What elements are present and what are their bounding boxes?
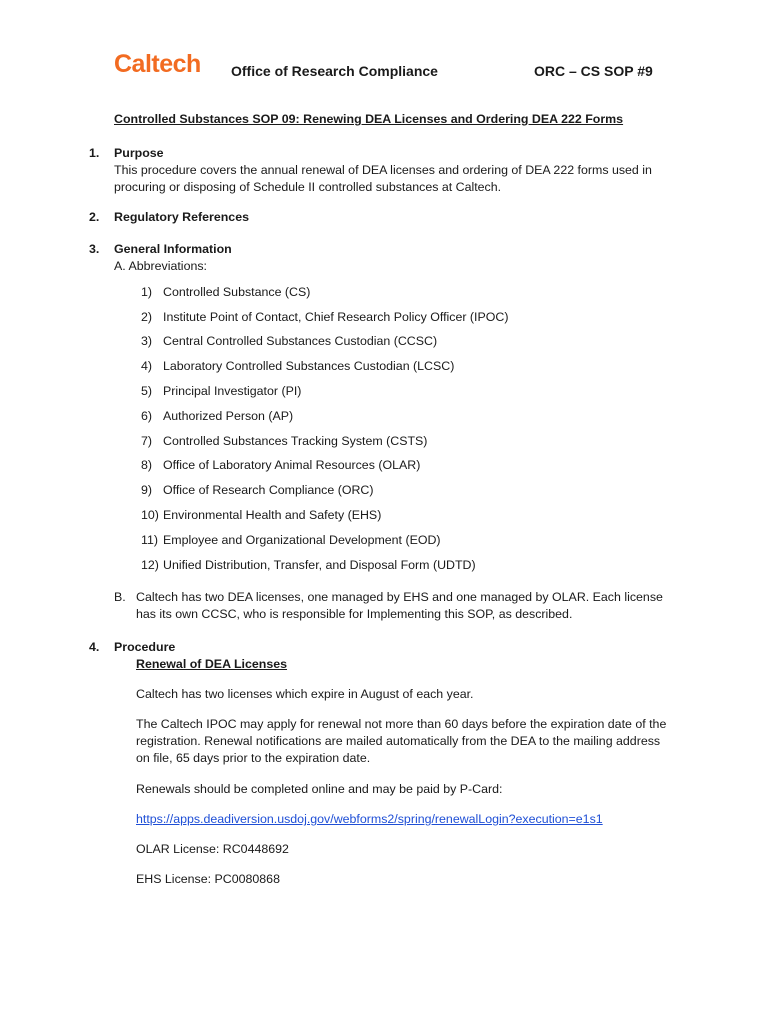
office-name: Office of Research Compliance: [231, 63, 438, 79]
list-item: 10) Environmental Health and Safety (EHS): [141, 508, 382, 522]
abbreviations-label: A. Abbreviations:: [114, 259, 207, 273]
purpose-text: [114, 162, 674, 196]
purpose-line: procuring or disposing of Schedule II controlled substances at Caltech.: [114, 180, 502, 194]
olar-license: OLAR License: RC0448692: [136, 842, 289, 856]
list-item: 1) Controlled Substance (CS): [141, 285, 311, 299]
list-item: 2) Institute Point of Contact, Chief Research Policy Officer (IPOC): [141, 310, 509, 324]
section-number: 1.: [89, 146, 100, 160]
sop-code: ORC – CS SOP #9: [534, 63, 653, 79]
list-item: 3) Central Controlled Substances Custodian (CCSC): [141, 334, 438, 348]
sub-b-label: B.: [114, 590, 126, 604]
list-item: 8) Office of Laboratory Animal Resources (OLAR): [141, 458, 421, 472]
ehs-license: EHS License: PC0080868: [136, 872, 280, 886]
list-item: 12) Unified Distribution, Transfer, and Disposal Form (UDTD): [141, 558, 476, 572]
procedure-paragraph: Renewals should be completed online and may be paid by P-Card:: [136, 782, 503, 796]
section-heading: Regulatory References: [114, 210, 249, 224]
section-regulatory: [89, 209, 689, 226]
section-general: [89, 241, 689, 275]
procedure-paragraph: The Caltech IPOC may apply for renewal not more than 60 days before the expiration date of the registration. Renewal notifications are mailed automatically from the DEA to the mailing address on file, 65 days prior to the expiration date.: [136, 717, 667, 765]
procedure-subheading: Renewal of DEA Licenses: [136, 657, 288, 671]
document-title: Controlled Substances SOP 09: Renewing DEA Licenses and Ordering DEA 222 Forms: [114, 112, 624, 126]
list-item: 4) Laboratory Controlled Substances Custodian (LCSC): [141, 359, 455, 373]
section-number: 4.: [89, 640, 100, 654]
list-item: 6) Authorized Person (AP): [141, 409, 294, 423]
list-item: 5) Principal Investigator (PI): [141, 384, 302, 398]
procedure-paragraph: Caltech has two licenses which expire in August of each year.: [136, 687, 474, 701]
section-number: 3.: [89, 242, 100, 256]
list-item: 9) Office of Research Compliance (ORC): [141, 483, 374, 497]
list-item: 7) Controlled Substances Tracking System (CSTS): [141, 434, 428, 448]
section-heading: General Information: [114, 242, 232, 256]
sub-b-text: has its own CCSC, who is responsible for Implementing this SOP, as described.: [136, 607, 573, 621]
section-purpose: [89, 145, 689, 197]
caltech-logo: Caltech: [114, 50, 201, 78]
section-number: 2.: [89, 210, 100, 224]
section-heading: Procedure: [114, 640, 176, 654]
purpose-line: This procedure covers the annual renewal of DEA licenses and ordering of DEA 222 forms used in: [114, 163, 652, 177]
section-heading: Purpose: [114, 146, 164, 160]
list-item: 11) Employee and Organizational Development (EOD): [141, 533, 441, 547]
sub-b-text: Caltech has two DEA licenses, one managed by EHS and one managed by OLAR. Each license: [136, 590, 663, 604]
page-header: [114, 50, 674, 86]
renewal-link[interactable]: https://apps.deadiversion.usdoj.gov/webforms2/spring/renewalLogin?execution=e1s1: [136, 812, 603, 826]
